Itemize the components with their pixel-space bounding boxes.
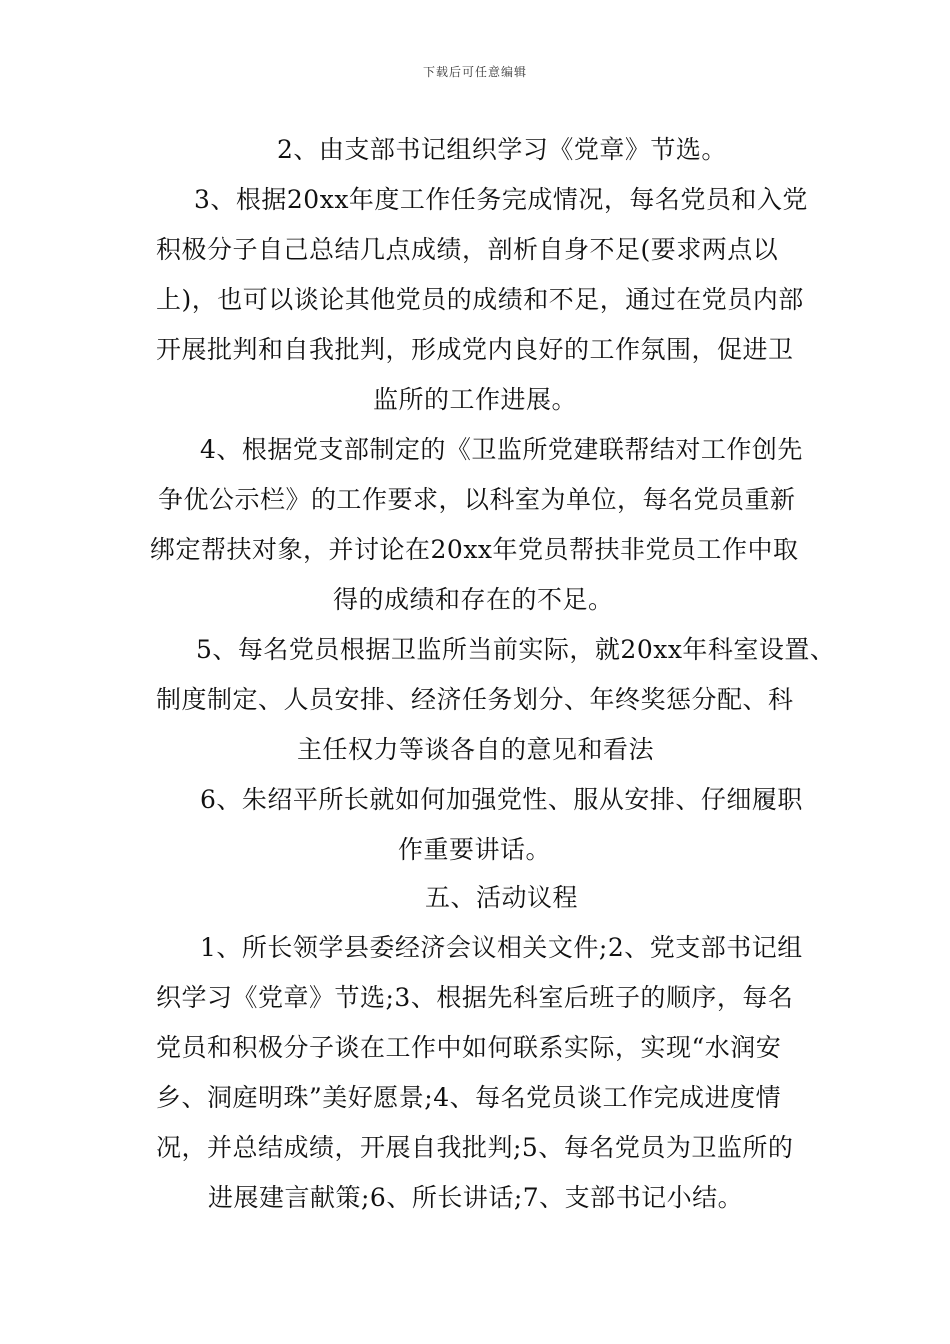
- text-line: 开展批判和自我批判，形成党内良好的工作氛围，促进卫: [156, 335, 794, 364]
- text-line: 作重要讲话。: [398, 835, 552, 864]
- text-line: 况，并总结成绩，开展自我批判;5、每名党员为卫监所的: [156, 1133, 794, 1162]
- text-line: 织学习《党章》节选;3、根据先科室后班子的顺序，每名: [156, 983, 794, 1012]
- section-heading: 五、活动议程: [425, 883, 579, 912]
- text-line: 上)，也可以谈论其他党员的成绩和不足，通过在党员内部: [156, 285, 804, 314]
- text-line: 3、根据20xx年度工作任务完成情况，每名党员和入党: [194, 185, 808, 214]
- text-line: 1、所长领学县委经济会议相关文件;2、党支部书记组: [200, 933, 803, 962]
- header-note: 下载后可任意编辑: [422, 65, 527, 79]
- text-line: 2、由支部书记组织学习《党章》节选。: [277, 135, 727, 164]
- text-line: 4、根据党支部制定的《卫监所党建联帮结对工作创先: [200, 435, 803, 464]
- text-line: 5、每名党员根据卫监所当前实际，就20xx年科室设置、: [196, 635, 836, 664]
- text-line: 争优公示栏》的工作要求，以科室为单位，每名党员重新: [158, 485, 796, 514]
- text-line: 制度制定、人员安排、经济任务划分、年终奖惩分配、科: [156, 685, 794, 714]
- text-line: 乡、洞庭明珠”美好愿景;4、每名党员谈工作完成进度情: [156, 1083, 782, 1112]
- text-line: 6、朱绍平所长就如何加强党性、服从安排、仔细履职: [200, 785, 803, 814]
- text-line: 进展建言献策;6、所长讲话;7、支部书记小结。: [208, 1183, 744, 1212]
- text-line: 得的成绩和存在的不足。: [333, 585, 614, 614]
- text-line: 积极分子自己总结几点成绩，剖析自身不足(要求两点以: [156, 235, 779, 264]
- text-line: 党员和积极分子谈在工作中如何联系实际，实现“水润安: [156, 1033, 782, 1062]
- text-line: 主任权力等谈各自的意见和看法: [297, 735, 655, 764]
- text-line: 绑定帮扶对象，并讨论在20xx年党员帮扶非党员工作中取: [150, 535, 799, 564]
- text-line: 监所的工作进展。: [373, 385, 578, 414]
